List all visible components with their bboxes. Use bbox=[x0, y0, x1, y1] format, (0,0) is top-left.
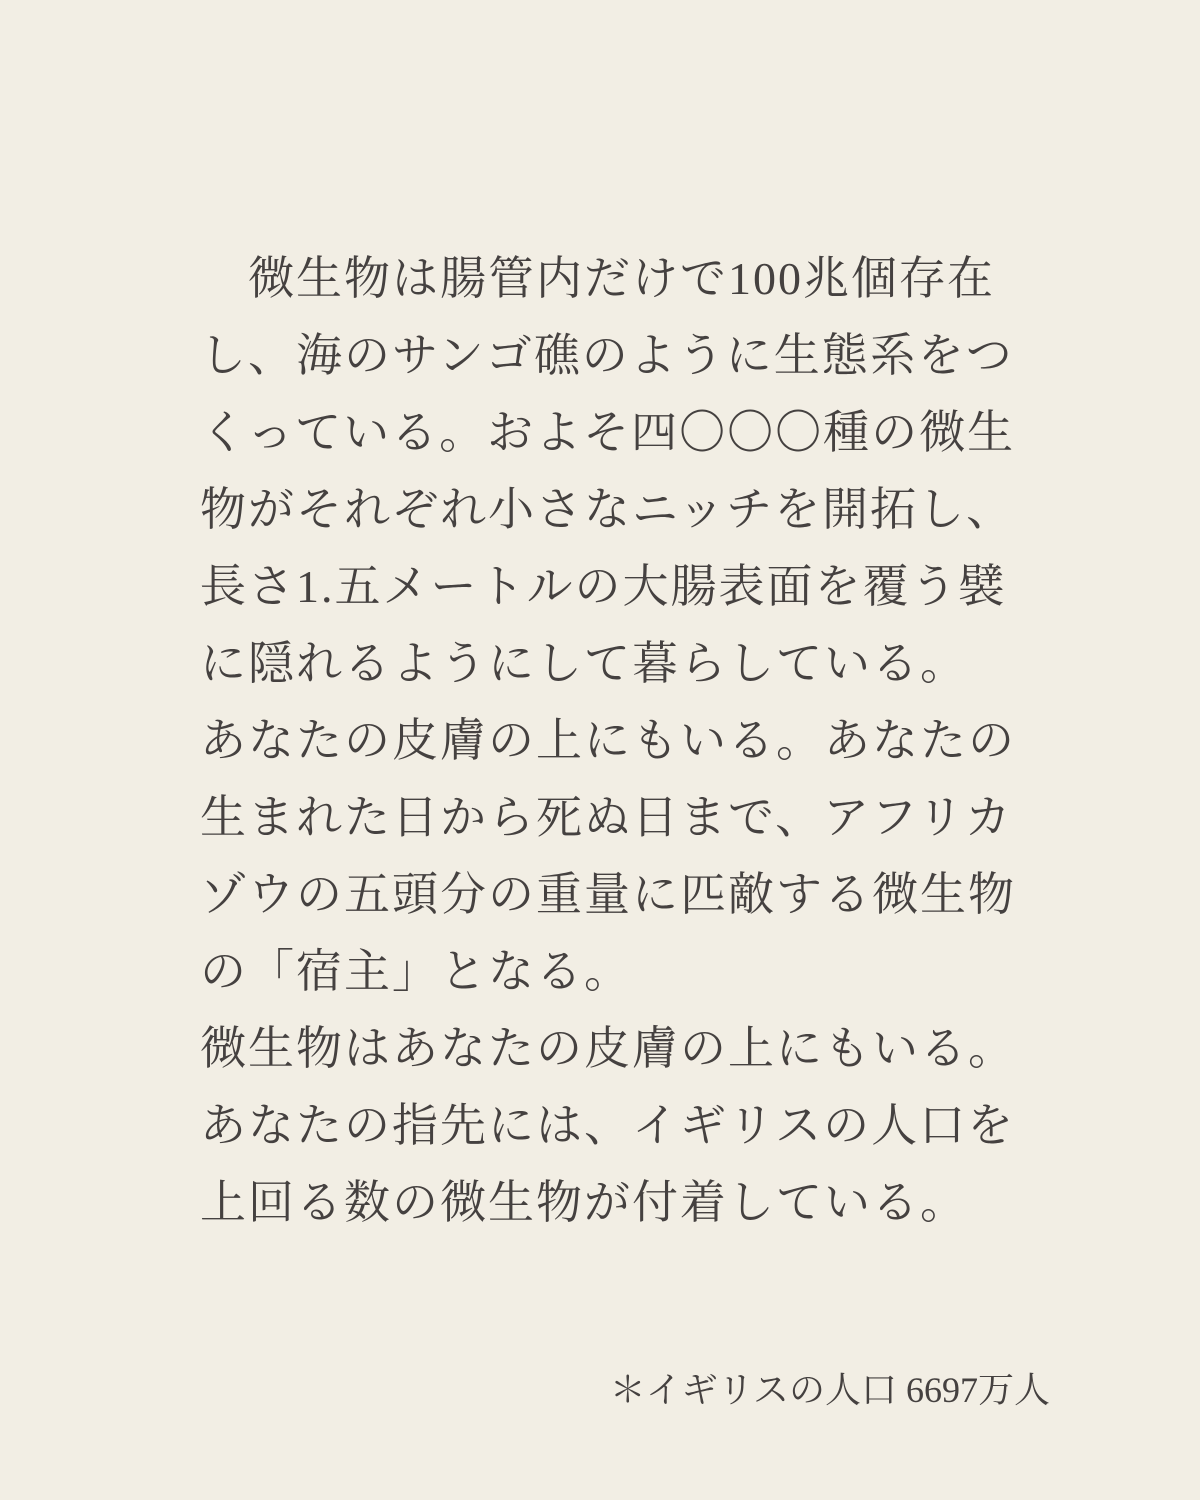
text-line: 微生物はあなたの皮膚の上にもいる。 bbox=[200, 1023, 1016, 1074]
text-line: に隠れるようにして暮らしている。 bbox=[200, 638, 968, 689]
text-line: 生まれた日から死ぬ日まで、アフリカ bbox=[200, 792, 1013, 843]
text-line: あなたの皮膚の上にもいる。あなたの bbox=[200, 715, 1016, 766]
text-line: くっている。およそ四〇〇〇種の微生 bbox=[200, 407, 1016, 458]
footnote: ＊イギリスの人口 6697万人 bbox=[609, 1370, 1050, 1410]
text-line: あなたの指先には、イギリスの人口を bbox=[200, 1100, 1016, 1151]
text-line: 物がそれぞれ小さなニッチを開拓し、 bbox=[200, 484, 1015, 535]
text-line: の「宿主」となる。 bbox=[200, 946, 632, 997]
body-text bbox=[200, 240, 1025, 1241]
text-line: 上回る数の微生物が付着している。 bbox=[200, 1177, 968, 1228]
text-line: し、海のサンゴ礁のように生態系をつ bbox=[200, 330, 1014, 381]
text-line: ゾウの五頭分の重量に匹敵する微生物 bbox=[200, 869, 1016, 920]
text-line: 長さ1.五メートルの大腸表面を覆う襞 bbox=[200, 561, 1007, 612]
text-line: 微生物は腸管内だけで100兆個存在 bbox=[248, 253, 995, 304]
